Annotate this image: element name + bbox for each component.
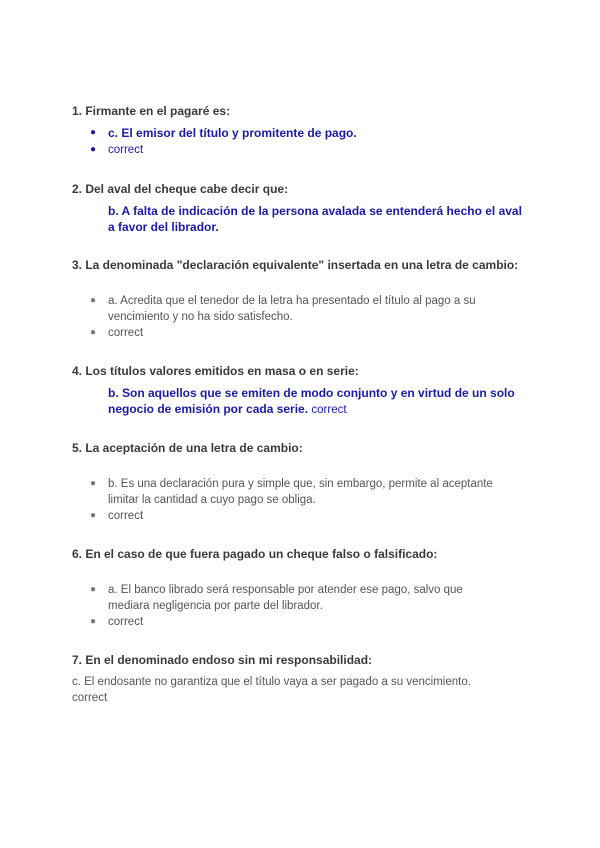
question-4	[72, 363, 542, 418]
question-5-answer-list	[72, 476, 542, 524]
bullet-icon: ●	[90, 127, 97, 138]
question-2-answer-line-2: a favor del librador.	[108, 220, 219, 234]
question-5-answer-line-2: limitar la cantidad a cuyo pago se obliga.	[108, 494, 316, 506]
question-4-answer-line-1: b. Son aquellos que se emiten de modo conjunto y en virtud de un solo	[108, 386, 515, 400]
question-5-status: correct	[108, 510, 144, 522]
question-7-answer: c. El endosante no garantiza que el título vaya a ser pagado a su vencimiento.	[72, 676, 471, 688]
list-item	[72, 476, 542, 508]
list-item	[72, 508, 542, 524]
list-item	[72, 142, 542, 158]
question-6	[72, 546, 542, 630]
document-page	[72, 103, 542, 706]
question-4-answer-line-2: negocio de emisión por cada serie.	[108, 402, 309, 416]
question-4-answer	[72, 385, 542, 418]
question-5	[72, 440, 542, 524]
question-3-answer-line-2: vencimiento y no ha sido satisfecho.	[108, 311, 293, 323]
question-6-title: 6. En el caso de que fuera pagado un cheque falso o falsificado:	[72, 547, 438, 561]
question-5-answer-line-1: b. Es una declaración pura y simple que, sin embargo, permite al aceptante	[108, 478, 493, 490]
bullet-icon: ●	[90, 584, 97, 595]
question-3-answer-line-1: a. Acredita que el tenedor de la letra ha presentado el título al pago a su	[108, 295, 476, 307]
question-7	[72, 652, 542, 706]
question-1-title: 1. Firmante en el pagaré es:	[72, 104, 231, 118]
question-4-title: 4. Los títulos valores emitidos en masa o en serie:	[72, 364, 359, 378]
question-3-answer-list	[72, 293, 542, 341]
question-5-title: 5. La aceptación de una letra de cambio:	[72, 441, 303, 455]
question-2-answer	[72, 203, 542, 235]
question-1-answer-list	[72, 125, 542, 158]
question-2-answer-line-1: b. A falta de indicación de la persona avalada se entenderá hecho el aval	[108, 204, 522, 218]
bullet-icon: ●	[90, 144, 97, 155]
question-6-answer-line-2: mediara negligencia por parte del librador.	[108, 600, 323, 612]
bullet-icon: ●	[90, 478, 97, 489]
bullet-icon: ●	[90, 327, 97, 338]
question-6-answer-line-1: a. El banco librado será responsable por atender ese pago, salvo que	[108, 584, 463, 596]
question-3	[72, 257, 542, 341]
question-1	[72, 103, 542, 158]
question-7-title: 7. En el denominado endoso sin mi responsabilidad:	[72, 653, 373, 667]
question-6-answer-list	[72, 582, 542, 630]
question-2-title: 2. Del aval del cheque cabe decir que:	[72, 182, 289, 196]
list-item	[72, 293, 542, 325]
list-item	[72, 582, 542, 614]
question-7-status: correct	[72, 692, 108, 704]
question-4-status: correct	[311, 404, 347, 416]
list-item	[72, 125, 542, 142]
question-6-status: correct	[108, 616, 144, 628]
question-1-answer: c. El emisor del título y promitente de pago.	[108, 126, 357, 140]
list-item	[72, 614, 542, 630]
question-2	[72, 181, 542, 235]
question-3-title: 3. La denominada "declaración equivalente" insertada en una letra de cambio:	[72, 258, 519, 272]
list-item	[72, 325, 542, 341]
question-1-status: correct	[108, 144, 144, 156]
bullet-icon: ●	[90, 510, 97, 521]
bullet-icon: ●	[90, 616, 97, 627]
question-3-status: correct	[108, 327, 144, 339]
bullet-icon: ●	[90, 295, 97, 306]
